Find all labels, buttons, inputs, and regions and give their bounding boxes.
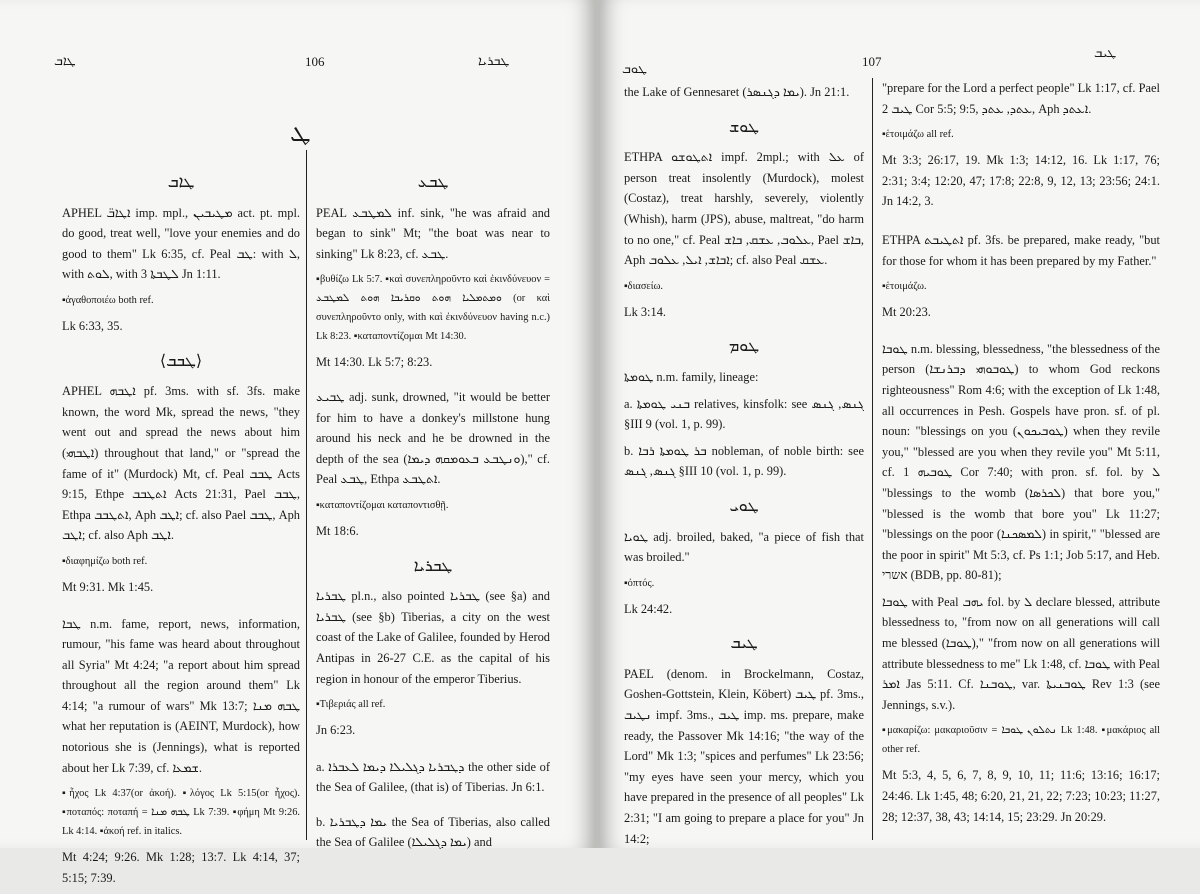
entry-text: b. ܒܪ ܛܘܡܬܐ ܪܒܐ nobleman, of noble birth: see ܓܢܣ, ܓܢܣ §III 10 (vol. 1, p. 99). (624, 443, 864, 479)
entry-text: ܛܒܪܝܐ pl.n., also pointed ܛܒܪܝܐ (see §a) and ܛܒܪܝܐ (see §b) Tiberias, a city on the west coast of the Lake of Galilee, founded by Herod Antipas in 26-27 C.E. as the capital of his region in honour of the emperor Tiberius. (316, 589, 550, 686)
references: Mt 18:6. (316, 523, 359, 538)
headword: ܛܒܪܝܐ (413, 555, 453, 575)
references: Lk 24:42. (624, 601, 673, 616)
greek-equivalents: ▪Τιβεριάς all ref. (316, 699, 386, 711)
greek-equivalents: ▪ἦχος Lk 4:37(or ἀκοή). ▪λόγος Lk 5:15(or ἦχος). ▪ποταπός: ποταπή = ܛܒܗ ܡܢܐ Lk 7:39. ▪φήμη Mt 9:26. Lk 4:14. ▪ἀκοή ref. in italics. (62, 788, 300, 838)
greek-equivalents: ▪βυθίζω Lk 5:7. ▪καὶ συνεπληροῦντο καὶ ἐκινδύνευον = ܘܡܬܡܠܝܐ ܗܘܬ ܘܩܪܝܒܐ ܗܘܬ ܠܡܛܒܥ (or καὶ συνεπληροῦντο only, with καὶ ἐκινδύνευον having n.c.) Lk 8:23. ▪καταποντίζομαι Mt 14:30. (316, 274, 550, 343)
entry-text: ܛܘܒܐ with Peal ܝܗܒ fol. by ܠ declare blessed, attribute blessedness to, "from now on all generations will call me blessed (ܛܘܒܐ)," "from now on all generations will attribute blessedness to me" Lk 1:48, cf. ܛܘܒܐ with Peal ܐܡܪ Jas 5:11. Cf. ܛܘܒܢܐ, var. ܛܘܒܢܝܬܐ Rev 1:3 (see Jennings, s.v.). (882, 594, 1161, 712)
right-page (600, 0, 1200, 848)
greek-equivalents: ▪καταποντίζομαι καταποντισθῇ. (316, 499, 449, 511)
greek-equivalents: ▪ἑτοιμάζω. (882, 281, 927, 293)
running-header-left: ܛܘܒ (622, 62, 647, 77)
headword: ܛܘܫ (728, 116, 760, 136)
left-column-1 (62, 158, 300, 894)
entry-text: ETHPA ܐܬܛܝܒܬ pf. 3fs. be prepared, make ready, "but for those for whom it has been prepared by my Father." (882, 232, 1160, 268)
references: Mt 3:3; 26:17, 19. Mk 1:3; 14:12, 16. Lk 1:17, 76; 2:31; 3:4; 12:20, 47; 17:8; 22:8, 9, 12, 13; 23:56; 24:1. Jn 14:2, 3. (882, 153, 1160, 209)
entry-text: b. ܝܡܐ ܕܛܒܪܝܐ the Sea of Tiberias, also called the Sea of Galilee (ܝܡܐ ܕܓܠܝܠܐ) and (316, 814, 550, 850)
entry-text: ܛܘܒܐ n.m. blessing, blessedness, "the blessedness of the person (ܛܘܒܘܗܝ ܕܒܪܢܫܐ) to whom God reckons righteousness" Rom 4:6; with the exception of Lk 1:48, all occurrences in Pesh. Gospels have pron. sf. of pl. noun: "blessings on you (ܛܘܒܝܟܘܢ) when they revile you," "blessed are you when they revile you" Mt 5:11, cf. ܛܘܒܝܗ 1 Cor 7:40; with pron. sf. fol. by ܠ "blessings to the womb (ܠܟܪܣܐ) that bore you," "blessed is the womb that bore you" Lk 11:27; "blessings on the poor (ܠܡܣܟܢܐ) in spirit," "blessed are the poor in spirit" Mt 5:3, cf. Ps 1:1; Job 5:17, and Heb. אשרי (BDB, pp. 80-81); (882, 341, 1160, 583)
entry-text: PAEL (denom. in Brockelmann, Costaz, Goshen-Gottstein, Klein, Köbert) ܛܝܒ pf. 3ms., ܢܛܝܒ impf. 3ms., ܛܝܒ imp. ms. prepare, make ready, the Passover Mk 14:16; "the way of the Lord" Mk 1:3; "spices and perfumes" Lk 23:56; "my eyes have seen your mercy, which you have prepared in the presence of all peoples" Lk 2:31; "I am going to prepare a place for you" Jn 14:2; (624, 666, 864, 846)
entry-text: ܛܘܡܬܐ n.m. family, lineage: (624, 369, 759, 384)
column-divider (306, 150, 307, 840)
references: Lk 3:14. (624, 304, 666, 319)
references: Mt 5:3, 4, 5, 6, 7, 8, 9, 10, 11; 11:6; 13:16; 16:17; 24:46. Lk 1:45, 48; 6:20, 21, 21, 22; 7:23; 10:23; 11:27, 28; 12:37, 38, 43; 14:14, 15; 23:29. Jn 20:29. (882, 768, 1160, 824)
headword: ⟨ܛܒܒ⟩ (159, 350, 203, 370)
references: Mt 14:30. Lk 5:7; 8:23. (316, 355, 433, 370)
right-column-2 (882, 78, 1160, 833)
references: Lk 6:33, 35. (62, 318, 123, 333)
references: Jn 6:23. (316, 723, 356, 738)
references: Mt 20:23. (882, 305, 931, 320)
column-divider (872, 78, 873, 840)
greek-equivalents: ▪ὀπτός. (624, 577, 655, 589)
entry-text: "prepare for the Lord a perfect people" Lk 1:17, cf. Pael ܛܝܒ 2 Cor 5:5; 9:5, ܥܬܕ, ܥܬܕ, Aph ܐܥܬܕ. (882, 81, 1160, 116)
entry-text: APHEL ܐܛܒܗ pf. 3ms. with sf. 3fs. make known, the word Mk, spread the news, "they went out and spread the news about him (ܐܛܒܗܝ) throughout that land," or "spread the fame of it" (Murdock) Mt, cf. Peal ܛܒܒ Acts 9:15, Ethpe ܐܬܛܒܒ Acts 21:31, Pael ܛܒܒ, Ethpa ܐܬܛܒܒ, Aph ܐܛܒ; cf. also Pael ܛܒܒ, Aph ܐܛܒ; cf. also Aph ܐܛܒ. (62, 384, 300, 543)
left-page (0, 0, 594, 885)
references: Mt 9:31. Mk 1:45. (62, 579, 154, 594)
page-number: 107 (862, 54, 882, 69)
left-column-2 (316, 158, 550, 859)
entry-text: a. ܒܢܝ ܛܘܡܬܐ relatives, kinsfolk: see ܓܢܣ, ܓܢܣ §III 9 (vol. 1, p. 99). (624, 396, 865, 432)
entry-text: ETHPA ܐܬܛܘܫܘ impf. 2mpl.; with ܥܠ of person treat insolently (Murdock), molest (Costaz), treat harshly, severely, violently (Whish), harm (JPS), abuse, maltreat, "do harm to no one," cf. Peal ܥܠܘܒ, ܥܫܩ, ܒܐܫ, Pael ܒܐܫ, Aph ܐܒܐܫ, ܐܝܠ, ܥܠܘܒ; cf. also Peal ܥܫܩ. (624, 150, 865, 268)
greek-equivalents: ▪διαφημίζω both ref. (62, 555, 148, 567)
entry-text: the Lake of Gennesaret (ܝܡܐ ܕܓܢܣܪ). Jn 21:1. (624, 85, 850, 99)
greek-equivalents: ▪διασείω. (624, 280, 664, 292)
section-letter: ܛ (290, 118, 311, 148)
entry-text: ܛܘܝܐ adj. broiled, baked, "a piece of fish that was broiled." (624, 529, 864, 565)
entry-text: PEAL ܠܡܛܒܥ inf. sink, "he was afraid and began to sink" Mt; "the boat was near to sinking" Lk 8:23, cf. ܛܒܥ. (316, 205, 550, 261)
entry-text: ܛܒܐ n.m. fame, report, news, information, rumour, "his fame was heard about throughout all Syria" Mt 4:24; "a report about him spread throughout all the region around them" Lk 4:14; "a rumour of wars" Mk 13:7; ܛܒܗ ܡܢܐ what her reputation is (AEINT, Murdock), how notorious she is (Jennings), what is reported about her Lk 7:39, cf. ܫܡܥܐ. (62, 616, 300, 775)
references: Mt 4:24; 9:26. Mk 1:28; 13:7. Lk 4:14, 37; 5:15; 7:39. (62, 850, 300, 885)
entry-text: APHEL ܐܛܐܒ̈ imp. mpl., ܡܛܝܒܝܢ act. pt. mpl. do good, treat well, "love your enemies and do good to them" Lk 6:35, cf. Peal ܛܒ: with ܠ, with ܠܘܬ, with ܠܛܒܬܐ 3 Jn 1:11. (62, 205, 300, 282)
headword: ܛܒܥ (417, 172, 449, 191)
entry-text: ܛܒܝܥ adj. sunk, drowned, "it would be better for him to have a donkey's millstone hung around his neck and he be drowned in the depth of the sea (ܘܢܛܒܥ ܒܥܘܡܩܗ ܕܝܡܐ)," cf. Peal ܛܒܥ, Ethpa ܐܬܛܒܥ. (316, 389, 550, 487)
greek-equivalents: ▪ἑτοιμάζω all ref. (882, 129, 954, 141)
running-header-left: ܛܐܒ (54, 54, 76, 69)
headword: ܛܐܒ (167, 172, 195, 191)
running-header-right: ܛܝܒ (1094, 46, 1117, 61)
headword: ܛܘܡ (728, 336, 760, 356)
headword: ܛܝܒ (730, 633, 758, 653)
running-header-right: ܛܒܪܝܐ (478, 54, 510, 69)
right-column-1 (624, 82, 864, 855)
greek-equivalents: ▪ἀγαθοποιέω both ref. (62, 294, 154, 306)
page-number: 106 (305, 54, 325, 69)
greek-equivalents: ▪μακαρίζω: μακαριοῦσιν = ܢܬܠܘܢ ܛܘܒܐ Lk 1:48. ▪μακάριος all other ref. (882, 725, 1160, 756)
headword: ܛܘܝ (729, 495, 759, 515)
entry-text: a. ܕܛܒܪܝܐ ܕܓܠܝܠܐ ܕܝܡܐ ܠܥܒܪܐ the other side of the Sea of Galilee, (that is) of Tiberias. Jn 6:1. (316, 759, 550, 795)
